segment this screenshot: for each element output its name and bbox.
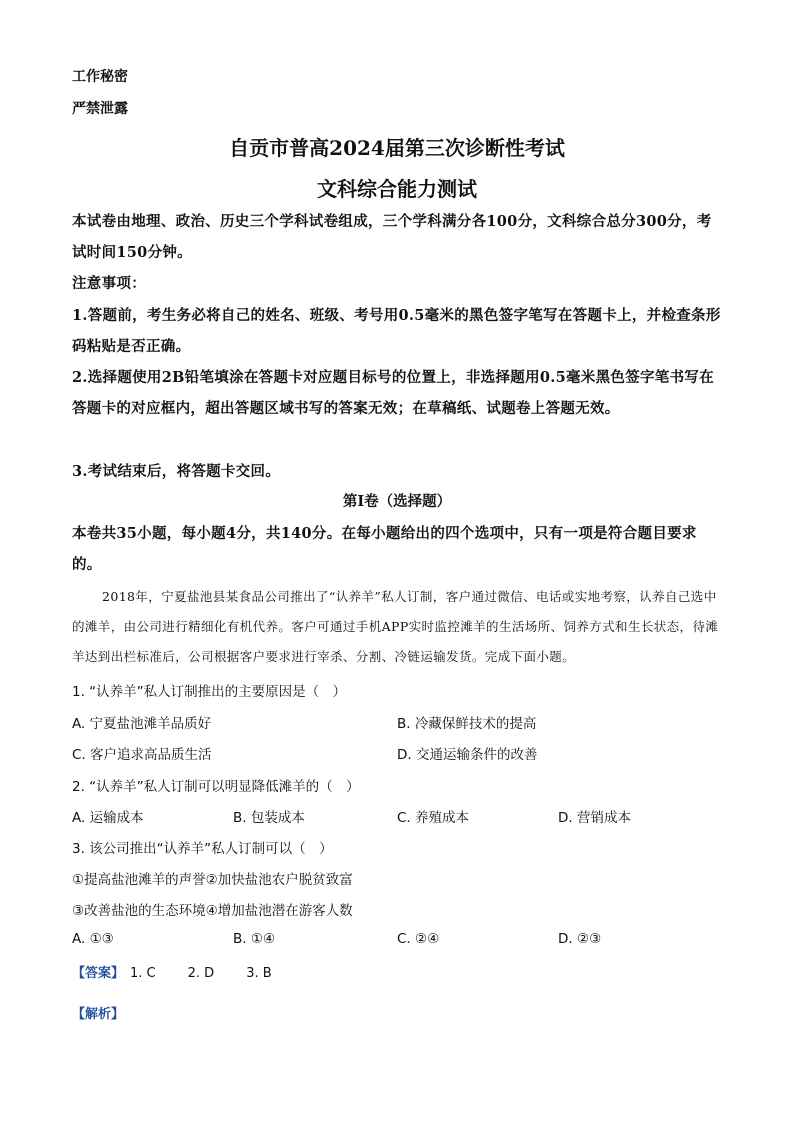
question-1-stem: 1. “认养羊”私人订制推出的主要原因是（ ）	[72, 684, 347, 700]
question-3-stem: 3. 该公司推出“认养羊”私人订制可以（ ）	[72, 841, 333, 857]
q1-option-a: A. 宁夏盐池滩羊品质好	[72, 716, 212, 732]
q1-option-b: B. 冷藏保鲜技术的提高	[397, 716, 537, 732]
q3-option-d: D. ②③	[558, 931, 602, 947]
q1-option-d: D. 交通运输条件的改善	[397, 747, 538, 763]
q3-option-c: C. ②④	[397, 931, 440, 947]
answer-line	[72, 962, 298, 981]
confidential-label: 工作秘密	[72, 69, 128, 85]
no-leak-label: 严禁泄露	[72, 101, 128, 117]
answer-3: 3. B	[246, 966, 272, 981]
answer-1: 1. C	[130, 966, 156, 981]
notice-item-1: 1.答题前，考生务必将自己的姓名、班级、考号用0.5毫米的黑色签字笔写在答题卡上，并检查条形码粘贴是否正确。	[72, 307, 721, 355]
exam-title: 自贡市普高2024届第三次诊断性考试	[229, 136, 565, 160]
section-intro: 本卷共35小题，每小题4分，共140分。在每小题给出的四个选项中，只有一项是符合题目要求的。	[72, 525, 697, 573]
q2-option-b: B. 包装成本	[233, 810, 305, 826]
answer-2: 2. D	[187, 966, 215, 981]
section-title: 第Ⅰ卷（选择题）	[342, 493, 452, 510]
notice-item-3: 3.考试结束后，将答题卡交回。	[72, 463, 281, 480]
question-2-stem: 2. “认养羊”私人订制可以明显降低滩羊的（ ）	[72, 779, 360, 795]
answer-tag: 【答案】	[72, 966, 125, 981]
q3-option-b: B. ①④	[233, 931, 276, 947]
q2-option-d: D. 营销成本	[558, 810, 631, 826]
exam-subtitle: 文科综合能力测试	[317, 177, 477, 201]
q1-option-c: C. 客户追求高品质生活	[72, 747, 212, 763]
q3-statement-line-1: ①提高盐池滩羊的声誉②加快盐池农户脱贫致富	[72, 872, 353, 888]
q2-option-c: C. 养殖成本	[397, 810, 470, 826]
analysis-tag: 【解析】	[72, 1007, 125, 1022]
notice-heading: 注意事项：	[72, 275, 146, 292]
q2-option-a: A. 运输成本	[72, 810, 144, 826]
material-passage: 2018年，宁夏盐池县某食品公司推出了“认养羊”私人订制，客户通过微信、电话或实地考察，认养自己选中的滩羊，由公司进行精细化有机代养。客户可通过手机APP实时监控滩羊的生活场所、饲养方式和生长状态，待滩羊达到出栏标准后，公司根据客户要求进行宰杀、分割、冷链运输发货。完成下面小题。	[72, 589, 719, 664]
q3-option-a: A. ①③	[72, 931, 114, 947]
notice-item-2: 2.选择题使用2B铅笔填涂在答题卡对应题目标号的位置上，非选择题用0.5毫米黑色签字笔书写在答题卡的对应框内，超出答题区域书写的答案无效；在草稿纸、试题卷上答题无效。	[72, 369, 715, 417]
q3-statement-line-2: ③改善盐池的生态环境④增加盐池潜在游客人数	[72, 903, 353, 919]
exam-intro: 本试卷由地理、政治、历史三个学科试卷组成，三个学科满分各100分，文科综合总分300分，考试时间150分钟。	[72, 213, 712, 261]
